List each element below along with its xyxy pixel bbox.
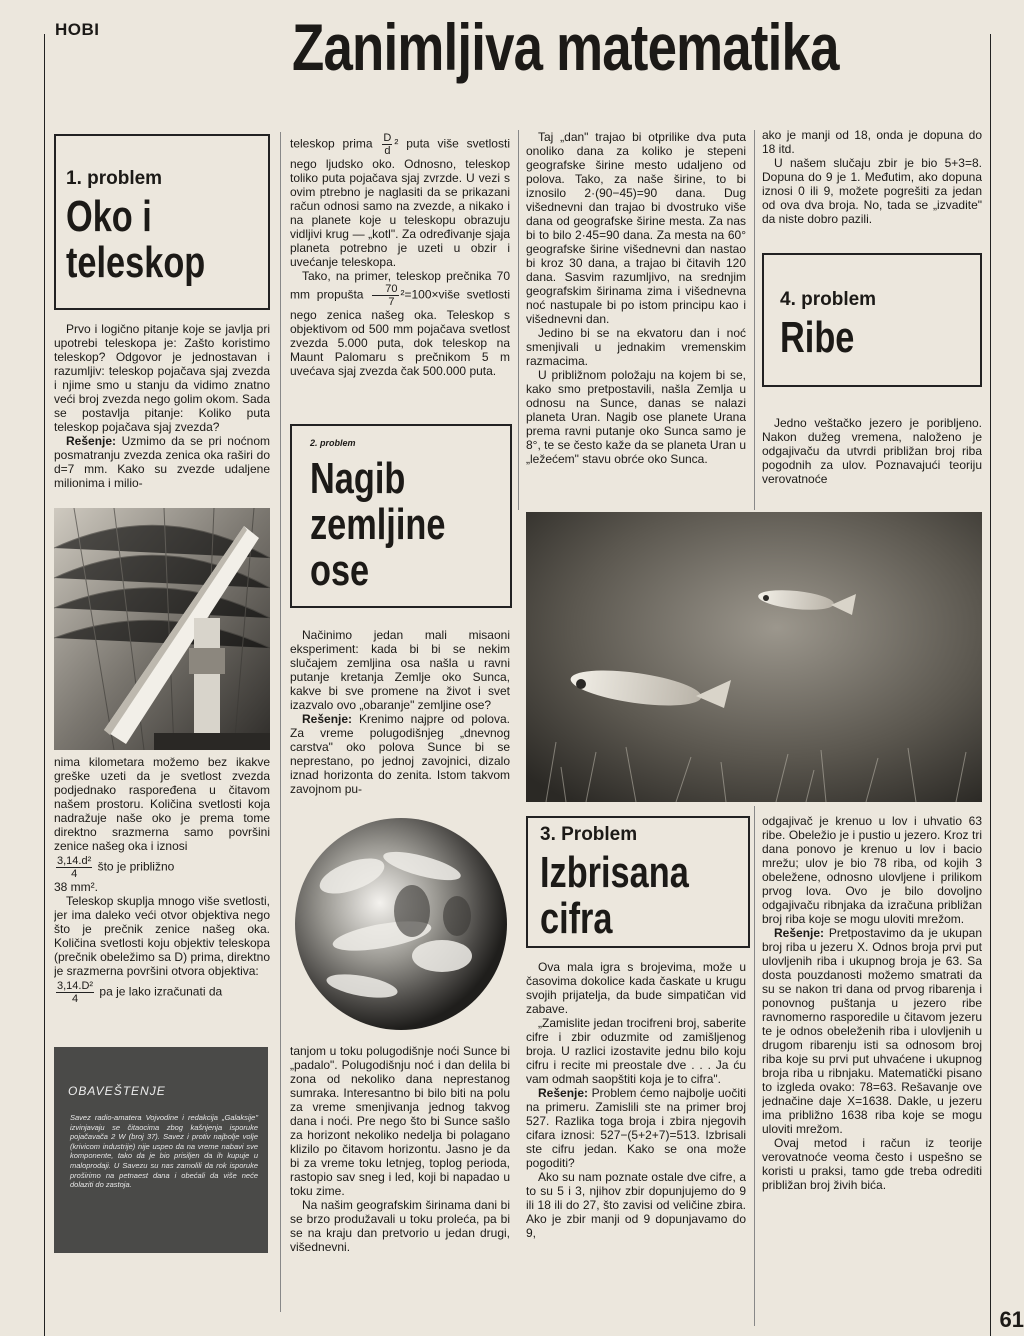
fish-photo xyxy=(526,512,982,802)
problem4-solution-label: Rešenje: xyxy=(774,926,825,940)
problem1-text3b: pa je lako izračunati da xyxy=(99,984,223,999)
problem2-text2: tanjom u toku polugodišnje noći Sunce bi „padalo". Polugodišnju noć i dan delila bi zona od nekoliko dana neprestanog sumraka. Interesantno bi bilo biti na polu za vreme smenjivanja jednog takvog dana i noći. Pre nego što bi Sunce sašlo za horizont nekoliko nedelja bi polagano klizilo po čitavom horizontu. Jasno je da bi za vreme toku letnjeg, toplog perioda, rastopio sav sneg i led, koji bi napadao u toku zime. xyxy=(290,1044,510,1198)
problem3-text1: Ova mala igra s brojevima, može u časovima dokolice kada časkate u krugu svojih prijatelja, da bude simpatičan vid zabave. xyxy=(526,960,746,1016)
problem4-text1: Jedno veštačko jezero je poribljeno. Nakon dužeg vremena, naloženo je odgajivaču da utvrdi približan broj riba pogodnih za ulov. Poznavajući teoriju verovatnoće xyxy=(762,416,982,486)
problem4-heading: Ribe xyxy=(780,313,855,362)
problem3-heading-line1: Izbrisana xyxy=(540,848,689,897)
problem4-box xyxy=(762,253,982,387)
problem3-solution-label: Rešenje: xyxy=(538,1086,589,1100)
column-rule-4 xyxy=(754,806,755,1326)
problem3-text5: U našem slučaju zbir je bio 5+3=8. Dopuna do 9 je 1. Međutim, ako dopuna iznosi 0 ili 9, možete pogrešiti za jedan od ova dva broja. No, tada se „izvadite" da niste dobro pazili. xyxy=(762,156,982,226)
problem1-text-top xyxy=(54,322,270,504)
problem2-continuation xyxy=(526,130,746,498)
formula1: $\frac{\text{3,14.d²}}{4}$ xyxy=(57,855,92,880)
problem4-text2: odgajivač je krenuo u lov i uhvatio 63 ribe. Obeležio je i pustio u jezero. Kroz tri dana ponovo je krenuo u lov i bacio mrežu; ulov je bio 78 riba, od kojih 3 obeležene, odnosno ulovljene i prilikom prvog lova. Ovo je bilo dovoljno odgajivaču ribnjaka da izračuna približan broj riba koje se mogu uloviti mrežom. xyxy=(762,814,982,926)
notice-title: OBAVEŠTENJE xyxy=(68,1084,166,1098)
problem2-solution-text: Krenimo najpre od polova. Za vreme polugodišnjeg „dnevnog carstva" oko polova Sunce bi se neprestano, po jednoj zavojnici, dizalo iznad horizonta do zenita. Istom takvom zavojnom pu- xyxy=(290,712,510,796)
problem2-solution-label: Rešenje: xyxy=(302,712,353,726)
notice-box xyxy=(54,1047,268,1253)
problem2-heading-line3: ose xyxy=(310,546,370,595)
problem1-text5b: =100×više svetlosti nego zenica našeg oka. Teleskop s objektivom od 500 mm pojačava svetlost zvezda 5.000 puta, dok teleskop na Maunt Palomaru s prečnikom 5 m uvećava sjaj zvezda čak 500.000 puta. xyxy=(290,287,510,378)
problem1-solution-text: Uzmimo da se pri noćnom posmatranju zvezda zenica oka raširi do d=7 mm. Kako su zvezde udaljene milionima i milio- xyxy=(54,434,270,490)
problem2-text6: U približnom položaju na kojem bi se, kako smo pretpostavili, našla Zemlja u odnosu na Sunce, danas se nalazi planeta Uran. Nagib ose planete Urana prema ravni putanje oko Sunca samo je 8°, te se često kaže da se planeta Uran u „ležećem" stavu obrće oko Sunca. xyxy=(526,368,746,466)
problem3-text3: Ako su nam poznate ostale dve cifre, a to su 5 i 3, njihov zbir dopunjujemo do 9 ili 18 ili do 27, što zavisi od veličine zbira. Ako je zbir manji od 9 dopunjavamo do 9, xyxy=(526,1170,746,1240)
problem3-heading-line2: cifra xyxy=(540,894,613,943)
formula2: $\frac{\text{3,14.D²}}{4}$ xyxy=(57,980,94,1005)
problem3-number: 3. Problem xyxy=(540,824,638,845)
problem1-text3: Teleskop skuplja mnogo više svetlosti, jer ima daleko veći otvor objektiva nego što je prečnik zenice našeg oka. Količina svetlosti koju objektiv teleskopa (prečnik obeležimo sa D) prima, direktno je srazmerna površini otvora objektiva: xyxy=(54,894,270,978)
problem3-text xyxy=(526,960,746,1270)
problem1-text-bottom xyxy=(54,755,270,1017)
problem2-heading-line2: zemljine xyxy=(310,500,446,549)
problem1-box xyxy=(54,134,270,310)
problem4-solution-text: Pretpostavimo da je ukupan broj riba u jezeru X. Odnos broja prvi put ulovljenih riba i ukupnog broja je 63. Sa dosta pouzdanosti možemo smatrati da su se nakon tri dana od prvog ribarenja i ponovnog puštanja u jezero ribe ravnomerno rasporedile u čitavom jezeru te je odnos obeleženih riba i ulovljenih u drugom ribarenju isti sa odnosom broj riba koje su prvi put uhvaćene i ukupnog broja riba u ribnjaku. Matematički pisano to izgleda ovako: 78=63. Rešavanje ove jednačine daje X=1638. Dakle, u jezeru ima približno 1638 riba koje se mogu uloviti mrežom. xyxy=(762,926,982,1136)
earth-photo xyxy=(292,806,510,1042)
page-number: 61 xyxy=(999,1307,1024,1332)
problem3-box xyxy=(526,816,750,948)
formula-D-over-d: $\frac{D}{d}$ xyxy=(383,132,392,157)
column-rule-2 xyxy=(518,130,519,510)
problem2-box xyxy=(290,424,512,608)
problem1-intro: Prvo i logično pitanje koje se javlja pri upotrebi teleskopa je: Zašto koristimo teleskop? Odgovor je jednostavan i razumljiv: teleskop pojačava sjaj zvezda i njime smo u stanju da vidimo znatno veći broj zvezda nego golim okom. Sada se postavlja pitanje: Koliko puta teleskop pojačava sjaj zvezda? xyxy=(54,322,270,434)
problem3-text4: ako je manji od 18, onda je dopuna do 18 itd. xyxy=(762,128,982,156)
problem2-number: 2. problem xyxy=(310,438,356,448)
problem2-heading-line1: Nagib xyxy=(310,454,406,503)
problem2-text-bottom xyxy=(290,1044,510,1264)
problem3-end xyxy=(762,128,982,238)
problem2-text3: Na našim geografskim širinama dani bi se brzo produžavali u toku proleća, pa bi se na kraju dan pretvorio u jedan drugi, višednevni. xyxy=(290,1198,510,1254)
left-margin-rule xyxy=(44,34,45,1336)
problem1-text4a: teleskop prima xyxy=(290,136,373,151)
problem4-number: 4. problem xyxy=(780,289,877,310)
section-tag: HOBI xyxy=(55,20,100,39)
problem1-heading-line1: Oko i xyxy=(66,192,152,241)
column-rule-3 xyxy=(754,130,755,510)
problem2-text-top xyxy=(290,628,510,800)
problem2-text4: Taj „dan" trajao bi otprilike dva puta onoliko dana za koliko je stepeni geografske širine mesto udaljeno od polova. Tako, za naše širine, to bi iznosilo 2·(90−45)=90 dana. Dug višednevni dan trajao bi dvostruko više dana od geografske širine mesta. Za nas bi to bilo 2·45=90 dana. Za mesta na 60° geografske širine višednevni dan nastao bi kroz 30 dana, a trajao bi čitavih 120 dana. Sasvim razumljivo, na srednjim geografskim širinama zima i višednevna noć nastupale bi po istom principu kao i višednevni dan. xyxy=(526,130,746,326)
problem1-heading-line2: teleskop xyxy=(66,238,206,287)
problem3-text2: „Zamislite jedan trocifreni broj, saberite cifre i zbir oduzmite od zamišljenog broja. U razlici izostavite jednu bilo koju cifru i recite mi preostale dve . . . Ja ću vam odmah saopštiti koja je to cifra". xyxy=(526,1016,746,1086)
right-margin-rule xyxy=(990,34,991,1336)
problem2-intro: Načinimo jedan mali misaoni eksperiment: kada bi bi se nekim slučajem zemljina osa našla u ravni putanje kretanja Zemlje oko Sunca, kakve bi sve promene na život i svet izazvalo ovo „obaranje" zemljine ose? xyxy=(290,628,510,712)
problem1-text5: Tako, na primer, teleskop prečnika 70 mm propušta xyxy=(290,269,510,302)
problem1-continuation: teleskop prima $\frac{D}{d}$ ² puta više svetlosti nego ljudsko oko. Odnosno, teleskop toliko puta pojačava sjaj zvrzde. U vezi s ovim ptrebno je naglasiti da se prikazani račun odnosi samo na zvezde, a nikako i na planete koje u teleskopu obrazuju vidljivi krug — „kotl". Za određivanje sjaja planeta potrebno je uzeti u obzir i uvećanje teleskopa. Tako, na primer, teleskop prečnika 70 mm propušta $\frac{70}{7}$ ²=100×više svetlosti nego zenica našeg oka. Teleskop s objektivom od 500 mm pojačava svetlost zvezda 5.000 puta, dok teleskop na Maunt Palomaru s prečnikom 5 m uvećava sjaj zvezda čak 500.000 puta. xyxy=(290,132,510,378)
problem4-text3: Ovaj metod i račun iz teorije verovatnoće veoma često i uspešno se koristi u praksi, tamo gde treba odrediti približan broj živih bića. xyxy=(762,1136,982,1192)
problem1-text2: nima kilometara možemo bez ikakve greške uzeti da je svetlost zvezda podjednako raspoređena u čitavom našem prostoru. Količina svetlosti koja nadražuje naše oko je prema tome direktno srazmerna samo površini zenice našeg oka i iznosi xyxy=(54,755,270,853)
problem1-number: 1. problem xyxy=(66,168,163,189)
page-title: Zanimljiva matematika xyxy=(292,10,839,84)
notice-body: Savez radio-amatera Vojvodine i redakcija „Galaksije" izvinjavaju se čitaocima zbog kašnjenja isporuke pojačavača 2 W (broj 37). Savez i protiv najbolje volje (krivicom industrije) nije uspeo da na vreme nabavi sve komponente, tako da je bio prisiljen da ih kupuje u maloprodaji. U Savezu su nas zamolili da rok isporuke proširimo na petnaest dana i obećali da više neće dolaziti do zastoja. xyxy=(70,1113,258,1190)
problem4-text-bottom xyxy=(762,814,982,1274)
telescope-photo xyxy=(54,508,270,750)
problem1-text2c: 38 mm². xyxy=(54,880,99,894)
formula-70-over-7: $\frac{70}{7}$ xyxy=(372,283,398,308)
problem2-text5: Jedino bi se na ekvatoru dan i noć smenjivali u jednakim vremenskim razmacima. xyxy=(526,326,746,368)
problem4-text-top xyxy=(762,416,982,512)
problem1-text4b: puta više svetlosti nego ljudsko oko. Odnosno, teleskop toliko puta pojačava sjaj zvrzde. U vezi s ovim ptrebno je naglasiti da se prikazani račun odnosi samo na zvezde, a nikako i na planete koje u teleskopu obrazuju vidljivi krug — „kotl". Za određivanje sjaja planeta potrebno je uzeti u obzir i uvećanje teleskopa. xyxy=(290,136,510,269)
problem1-solution-label: Rešenje: xyxy=(66,434,117,448)
column-rule-1 xyxy=(280,132,281,1312)
problem1-text2b: što je približno xyxy=(97,859,175,874)
problem3-solution-text: Problem ćemo najbolje uočiti na primeru. Zamislili ste na primer broj 527. Razlika toga broja i zbira njegovih cifara iznosi: 527−(5+2+7)=513. Izbrisali ste cifru jedan. Kako se ona može pogoditi? xyxy=(526,1086,746,1170)
